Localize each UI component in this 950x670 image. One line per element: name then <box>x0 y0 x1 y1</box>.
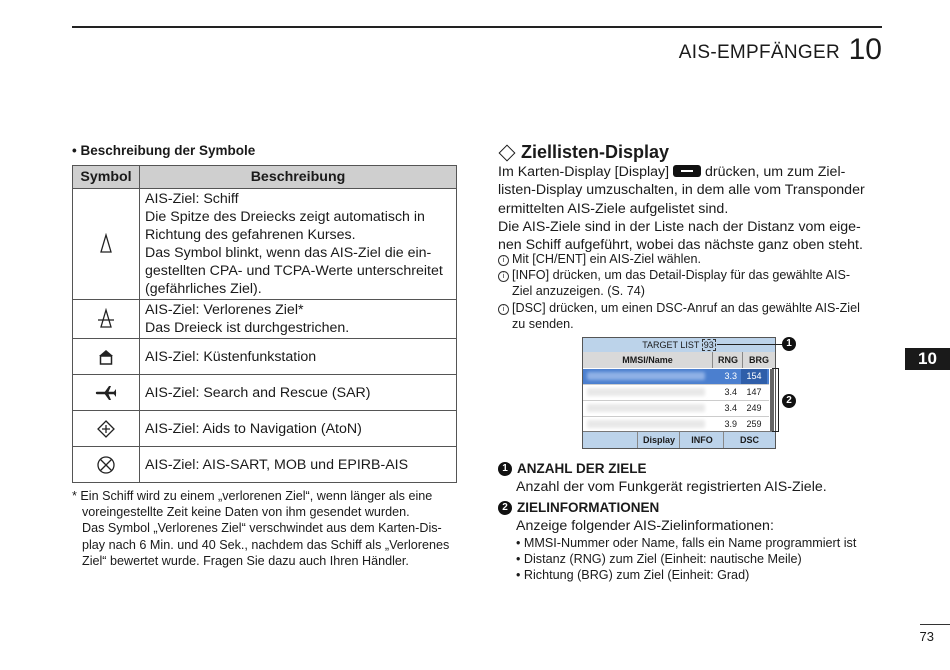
callout-badge-2: 2 <box>498 501 512 515</box>
table-row <box>73 339 457 375</box>
target-row[interactable] <box>583 385 769 401</box>
description-heading-1 <box>498 461 647 476</box>
top-rule <box>72 26 882 28</box>
bullet-item: • Richtung (BRG) zum Ziel (Einheit: Grad) <box>516 568 750 583</box>
aircraft-icon <box>95 384 117 402</box>
description-title: ANZAHL DER ZIELE <box>517 461 647 476</box>
intro-text-after-key: drücken, um zum Ziel- <box>701 164 846 180</box>
step-marker-icon: i <box>498 304 509 315</box>
target-row[interactable] <box>583 401 769 417</box>
intro-line: Die AIS-Ziele sind in der Liste nach der Distanz vom eige- <box>498 218 861 235</box>
step-line: Ziel anzuzeigen. (S. 74) <box>512 284 646 299</box>
aton-diamond-icon <box>96 419 116 439</box>
footnote-line: play nach 6 Min. und 40 Sek., nachdem das Schiff als „Verlorenes <box>82 537 450 552</box>
callout-badge-2: 2 <box>782 394 796 408</box>
footnote <box>72 488 462 569</box>
table-cell-description <box>140 375 457 411</box>
target-row[interactable] <box>583 417 769 432</box>
target-list-screen <box>582 337 776 449</box>
blurred-name <box>587 372 705 380</box>
intro-line: ermittelten AIS-Ziele aufgelistet sind. <box>498 200 729 217</box>
softkey-dsc[interactable]: DSC <box>723 432 775 448</box>
column-header-brg: BRG <box>742 352 775 368</box>
step-line: zu senden. <box>512 316 574 331</box>
step-line: Mit [CH/ENT] ein AIS-Ziel wählen. <box>512 252 701 266</box>
table-row <box>73 375 457 411</box>
table-row <box>73 447 457 483</box>
softkey-blank <box>583 432 637 448</box>
callout-badge-1: 1 <box>782 337 796 351</box>
description-line: Das Symbol blinkt, wenn das AIS-Ziel die ein- <box>145 245 432 261</box>
section-title: Ziellisten-Display <box>521 142 670 162</box>
description-line: gestellten CPA- und TCPA-Werte unterschreitet <box>145 263 443 279</box>
step-item <box>498 267 883 299</box>
table-row <box>73 300 457 339</box>
table-cell-description <box>140 411 457 447</box>
bullet-item: • MMSI-Nummer oder Name, falls ein Name programmiert ist <box>516 536 857 550</box>
minus-key-icon <box>673 165 701 177</box>
column-header-rng: RNG <box>712 352 743 368</box>
description-line: Richtung des gefahrenen Kurses. <box>145 227 356 243</box>
column-header-symbol: Symbol <box>73 166 140 189</box>
footnote-line: Das Symbol „Verlorenes Ziel“ verschwindet aus dem Karten-Dis- <box>82 521 442 536</box>
symbol-table <box>72 165 457 483</box>
target-range: 3.4 <box>724 403 737 413</box>
intro-line: listen-Display umzuschalten, in dem alle vom Transponder <box>498 182 865 199</box>
description-line: Die Spitze des Dreiecks zeigt automatisch in <box>145 209 425 225</box>
sart-cross-circle-icon <box>96 455 116 475</box>
description-text: Anzahl der vom Funkgerät registrierten AIS-Ziele. <box>516 479 827 495</box>
target-range: 3.3 <box>724 371 737 381</box>
page-number-rule <box>920 624 950 625</box>
callout-line <box>717 344 783 345</box>
description-line: Das Dreieck ist durchgestrichen. <box>145 320 350 336</box>
table-cell-description <box>140 189 457 300</box>
blurred-name <box>587 388 705 396</box>
step-line: [DSC] drücken, um einen DSC-Anruf an das gewählte AIS-Ziel <box>512 300 860 315</box>
softkey-bar <box>583 431 775 448</box>
target-bearing: 154 <box>741 369 767 384</box>
target-range: 3.9 <box>724 419 737 429</box>
intro-text-before-key: Im Karten-Display [Display] <box>498 164 670 180</box>
target-range: 3.4 <box>724 387 737 397</box>
ship-triangle-icon <box>98 233 114 255</box>
description-line: AIS-Ziel: Aids to Navigation (AtoN) <box>145 420 362 437</box>
intro-line: nen Schiff aufgeführt, wobei das nächste ganz oben steht. <box>498 237 863 254</box>
chapter-side-tab: 10 <box>905 348 950 370</box>
step-marker-icon: i <box>498 271 509 282</box>
symbols-heading: • Beschreibung der Symbole <box>72 143 256 158</box>
bullet-item: • Distanz (RNG) zum Ziel (Einheit: nautische Meile) <box>516 552 802 567</box>
description-line: AIS-Ziel: Verlorenes Ziel* <box>145 302 304 318</box>
step-item <box>498 251 883 267</box>
description-line: (gefährliches Ziel). <box>145 281 262 297</box>
diamond-icon <box>499 144 516 161</box>
target-bearing: 249 <box>746 403 762 413</box>
callout-badge-1: 1 <box>498 462 512 476</box>
target-bearing: 259 <box>746 419 762 429</box>
steps-list <box>498 251 883 332</box>
target-bearing: 147 <box>746 387 762 397</box>
blurred-name <box>587 420 705 428</box>
step-line: [INFO] drücken, um das Detail-Display für das gewählte AIS- <box>512 268 851 283</box>
lost-target-icon <box>97 308 115 330</box>
screen-title-bar <box>583 338 775 352</box>
step-marker-icon: i <box>498 255 509 266</box>
footnote-line: Ziel“ bewertet wurde. Fragen Sie dazu auch Ihren Händler. <box>82 553 409 568</box>
description-text: Anzeige folgender AIS-Zielinformationen: <box>516 518 774 534</box>
column-header-description: Beschreibung <box>140 166 457 189</box>
table-row <box>73 189 457 300</box>
table-cell-description <box>140 447 457 483</box>
table-row <box>73 411 457 447</box>
chapter-title: AIS-EMPFÄNGER <box>678 42 840 63</box>
description-line: AIS-Ziel: Schiff <box>145 191 239 207</box>
description-line: AIS-Ziel: Küstenfunkstation <box>145 348 317 365</box>
intro-text <box>498 163 883 254</box>
softkey-display[interactable]: Display <box>637 432 680 448</box>
section-heading <box>498 142 669 163</box>
intro-line <box>498 163 883 181</box>
screen-title: TARGET LIST <box>642 340 700 350</box>
blurred-name <box>587 404 705 412</box>
column-header-mmsi: MMSI/Name <box>622 355 673 365</box>
description-line: AIS-Ziel: Search and Rescue (SAR) <box>145 384 371 401</box>
table-header-row <box>73 166 457 189</box>
target-row-selected[interactable] <box>583 369 769 385</box>
table-cell-description <box>140 300 457 339</box>
target-count: 93 <box>703 340 714 350</box>
screen-column-headers <box>583 352 775 368</box>
step-item <box>498 300 883 332</box>
table-cell-description <box>140 339 457 375</box>
description-line: AIS-Ziel: AIS-SART, MOB und EPIRB-AIS <box>145 456 409 473</box>
description-bullet-list <box>516 535 856 584</box>
callout-bracket <box>772 368 779 432</box>
footnote-line: * Ein Schiff wird zu einem „verlorenen Ziel“, wenn länger als eine <box>72 489 433 503</box>
chapter-number: 10 <box>848 33 882 66</box>
page-number: 73 <box>919 629 934 644</box>
coast-station-icon <box>97 348 115 366</box>
target-rows <box>583 369 769 432</box>
softkey-info[interactable]: INFO <box>679 432 724 448</box>
description-title: ZIELINFORMATIONEN <box>517 500 660 515</box>
description-heading-2 <box>498 500 659 515</box>
footnote-line: voreingestellte Zeit keine Daten von ihm gesendet wurden. <box>82 505 410 520</box>
